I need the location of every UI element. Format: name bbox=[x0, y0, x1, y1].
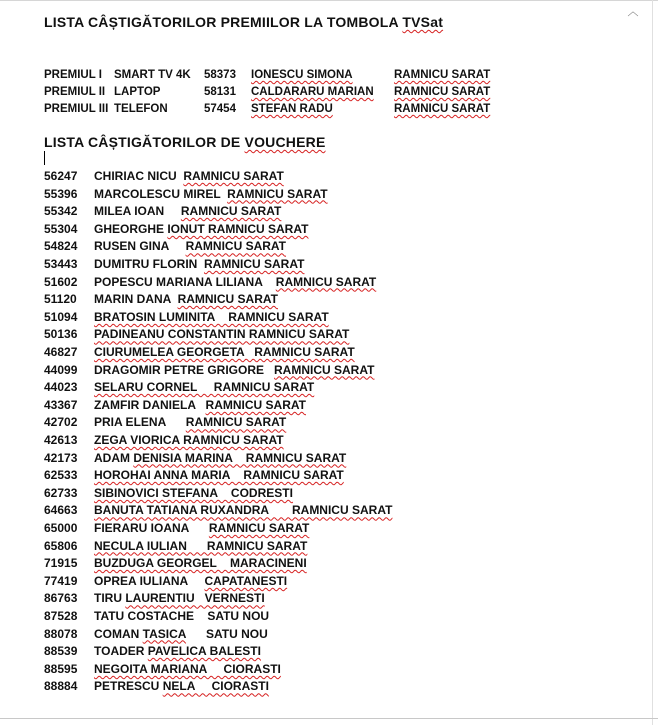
voucher-code: 88539 bbox=[44, 644, 78, 659]
voucher-code: 88884 bbox=[44, 679, 78, 694]
voucher-text-sq: DENISIA MARINA RAMNICU SARAT bbox=[133, 450, 347, 465]
voucher-text-pre: PETRESCU bbox=[94, 679, 163, 694]
voucher-code: 62733 bbox=[44, 485, 78, 500]
voucher-text-sq: SELARU CORNEL RAMNICU SARAT bbox=[94, 380, 315, 395]
voucher-code: 87528 bbox=[44, 609, 78, 623]
voucher-text-sq: NECULA IULIAN RAMNICU SARAT bbox=[94, 538, 308, 553]
voucher-code: 51602 bbox=[44, 274, 78, 289]
prize-code: 57454 bbox=[204, 103, 236, 115]
page-top-edge bbox=[0, 0, 658, 5]
voucher-code: 86763 bbox=[44, 591, 78, 606]
voucher-winner bbox=[94, 204, 281, 218]
voucher-text-pre: ADAM bbox=[94, 450, 134, 465]
text-cursor bbox=[44, 151, 45, 165]
voucher-code: 65000 bbox=[44, 521, 78, 535]
voucher-winner bbox=[94, 468, 344, 482]
prize-winner: CALDARARU MARIAN bbox=[251, 86, 374, 98]
voucher-winner bbox=[94, 327, 349, 341]
voucher-code: 55342 bbox=[44, 204, 78, 219]
voucher-text-sq: BRATOSIN LUMINITA RAMNICU SARAT bbox=[94, 309, 329, 324]
voucher-code: 46827 bbox=[44, 345, 78, 359]
voucher-winner bbox=[94, 662, 281, 676]
prize-winner: IONESCU SIMONA bbox=[251, 69, 353, 81]
voucher-text-sq: RAMNICU SARAT bbox=[185, 415, 287, 430]
page-title-text: LISTA CÂȘTIGĂTORILOR PREMIILOR LA TOMBOLA bbox=[44, 14, 403, 30]
voucher-code: 88595 bbox=[44, 661, 78, 676]
voucher-text-pre: POPESCU MARIANA LILIANA bbox=[94, 274, 276, 289]
voucher-text-pre: PRIA ELENA bbox=[94, 415, 186, 430]
voucher-code: 65806 bbox=[44, 538, 78, 553]
voucher-text-sq: RAMNICU SARAT bbox=[275, 274, 377, 289]
voucher-text-sq: PAVELICA BALESTI bbox=[147, 644, 261, 659]
voucher-text-sq: HOROHAI ANNA MARIA RAMNICU SARAT bbox=[94, 468, 344, 483]
prize-rank: PREMIUL II bbox=[44, 86, 106, 98]
prize-city: RAMNICU SARAT bbox=[394, 103, 491, 115]
prize-prize: SMART TV 4K bbox=[114, 69, 191, 81]
page-bottom-edge bbox=[0, 718, 658, 719]
voucher-text-sq: CIURUMELEA GEORGETA RAMNICU SARAT bbox=[94, 345, 355, 359]
voucher-code: 51120 bbox=[44, 292, 77, 307]
voucher-code: 42613 bbox=[44, 433, 78, 447]
voucher-code: 44023 bbox=[44, 380, 78, 395]
voucher-text-pre: DRAGOMIR PETRE GRIGORE bbox=[94, 362, 275, 377]
voucher-winner bbox=[94, 521, 309, 535]
voucher-text-pre: MARCOLESCU MIREL bbox=[94, 186, 228, 201]
voucher-text-sq: RAMNICU SARAT bbox=[274, 362, 375, 377]
voucher-code: 53443 bbox=[44, 257, 78, 271]
voucher-winner bbox=[94, 415, 286, 429]
voucher-text-pre: OPREA IULIANA bbox=[94, 573, 205, 588]
voucher-winner bbox=[94, 398, 306, 412]
voucher-winner bbox=[94, 310, 329, 324]
voucher-winner bbox=[94, 169, 284, 183]
voucher-winner bbox=[94, 345, 355, 359]
voucher-code: 54824 bbox=[44, 239, 78, 254]
voucher-text-sq: RAMNICU SARAT bbox=[185, 239, 287, 254]
voucher-code: 42702 bbox=[44, 415, 78, 430]
voucher-text-sq: RAMNICU SARAT bbox=[227, 186, 328, 201]
voucher-text-sq: NEGOITA MARIANA CIORASTI bbox=[94, 661, 281, 676]
voucher-code: 43367 bbox=[44, 397, 78, 412]
vouchers-title-text: LISTA CÂȘTIGĂTORILOR DE bbox=[44, 134, 245, 150]
prize-city: RAMNICU SARAT bbox=[394, 86, 491, 98]
voucher-text-sq: BANUTA TATIANA RUXANDRA RAMNICU SARAT bbox=[94, 503, 393, 518]
voucher-text-sq: RAMNICU SARAT bbox=[208, 521, 310, 535]
prize-prize: TELEFON bbox=[114, 103, 168, 115]
voucher-code: 50136 bbox=[44, 327, 78, 342]
voucher-winner bbox=[94, 257, 304, 271]
voucher-winner bbox=[94, 451, 346, 465]
voucher-code: 55396 bbox=[44, 186, 78, 201]
chevron-up-icon[interactable]: ︿ bbox=[627, 6, 639, 18]
page-right-edge bbox=[652, 0, 653, 725]
voucher-text-sq: PADINEANU CONSTANTIN RAMNICU SARAT bbox=[94, 327, 350, 342]
voucher-text-pre: MARIN DANA bbox=[94, 292, 178, 307]
voucher-winner bbox=[94, 644, 261, 658]
voucher-text-pre: RUSEN GINA bbox=[94, 239, 186, 254]
voucher-winner bbox=[94, 627, 268, 641]
voucher-text-sq: TASICA bbox=[142, 626, 187, 641]
voucher-code: 71915 bbox=[44, 556, 78, 571]
voucher-code: 88078 bbox=[44, 626, 78, 641]
voucher-text-pre: CHIRIAC NICU bbox=[94, 169, 184, 183]
voucher-winner bbox=[94, 609, 269, 623]
voucher-winner bbox=[94, 380, 314, 394]
prize-prize: LAPTOP bbox=[114, 86, 161, 98]
voucher-winner bbox=[94, 679, 269, 693]
vouchers-title-word: VOUCHERE bbox=[244, 134, 326, 150]
voucher-winner bbox=[94, 275, 376, 289]
voucher-text-pre: COMAN bbox=[94, 626, 143, 641]
voucher-text-sq: RAMNICU SARAT bbox=[177, 292, 278, 307]
voucher-text-sq: LAURENTIU VERNESTI bbox=[125, 591, 265, 606]
voucher-text-sq: IONUT RAMNICU SARAT bbox=[167, 221, 309, 236]
voucher-code: 44099 bbox=[44, 362, 78, 377]
voucher-winner bbox=[94, 222, 308, 236]
voucher-code: 51094 bbox=[44, 309, 78, 324]
voucher-winner bbox=[94, 363, 374, 377]
voucher-text-sq: RAMNICU SARAT bbox=[183, 169, 284, 183]
voucher-text-pre: DUMITRU FLORIN bbox=[94, 257, 204, 271]
voucher-winner bbox=[94, 292, 278, 306]
voucher-text-pre: FIERARU IOANA bbox=[94, 521, 209, 535]
voucher-code: 55304 bbox=[44, 221, 78, 236]
voucher-text-sq: RAMNICU SARAT bbox=[204, 257, 305, 271]
voucher-text-sq: BUZDUGA GEORGEL MARACINENI bbox=[94, 556, 307, 571]
voucher-text-pre: GHEORGHE bbox=[94, 221, 168, 236]
prize-rank: PREMIUL III bbox=[44, 103, 109, 115]
voucher-text-pre: ZAMFIR DANIELA bbox=[94, 397, 206, 412]
voucher-winner bbox=[94, 556, 307, 570]
prize-rank: PREMIUL I bbox=[44, 69, 102, 81]
voucher-code: 62533 bbox=[44, 468, 78, 483]
prize-code: 58131 bbox=[204, 86, 236, 98]
voucher-text-sq: NELA CIORASTI bbox=[162, 679, 269, 694]
voucher-winner bbox=[94, 503, 392, 517]
voucher-text-sq: SIBINOVICI STEFANA CODRESTI bbox=[94, 485, 293, 500]
voucher-text-sq: CAPATANESTI bbox=[204, 573, 288, 588]
voucher-winner bbox=[94, 574, 287, 588]
voucher-code: 42173 bbox=[44, 450, 78, 465]
prize-code: 58373 bbox=[204, 69, 236, 81]
prize-city: RAMNICU SARAT bbox=[394, 69, 491, 81]
voucher-code: 77419 bbox=[44, 573, 78, 588]
voucher-text-sq: ZEGA VIORICA RAMNICU SARAT bbox=[94, 433, 284, 447]
voucher-text-post: SATU NOU bbox=[186, 626, 268, 641]
voucher-winner bbox=[94, 486, 293, 500]
voucher-winner bbox=[94, 433, 284, 447]
voucher-code: 64663 bbox=[44, 503, 78, 518]
vouchers-title bbox=[44, 134, 326, 150]
voucher-winner bbox=[94, 187, 328, 201]
page-title bbox=[44, 14, 443, 30]
voucher-winner bbox=[94, 239, 286, 253]
voucher-code: 56247 bbox=[44, 169, 78, 183]
voucher-text-pre: MILEA IOAN bbox=[94, 204, 181, 219]
voucher-text-sq: RAMNICU SARAT bbox=[205, 397, 306, 412]
voucher-winner bbox=[94, 539, 307, 553]
voucher-text-pre: TATU COSTACHE SATU NOU bbox=[94, 609, 270, 623]
page-title-brand: TVSat bbox=[402, 14, 444, 30]
prize-winner: STEFAN RADU bbox=[251, 103, 333, 115]
voucher-text-pre: TIRU bbox=[94, 591, 126, 606]
voucher-winner bbox=[94, 591, 265, 605]
voucher-text-pre: TOADER bbox=[94, 644, 148, 659]
voucher-text-sq: RAMNICU SARAT bbox=[180, 204, 282, 219]
